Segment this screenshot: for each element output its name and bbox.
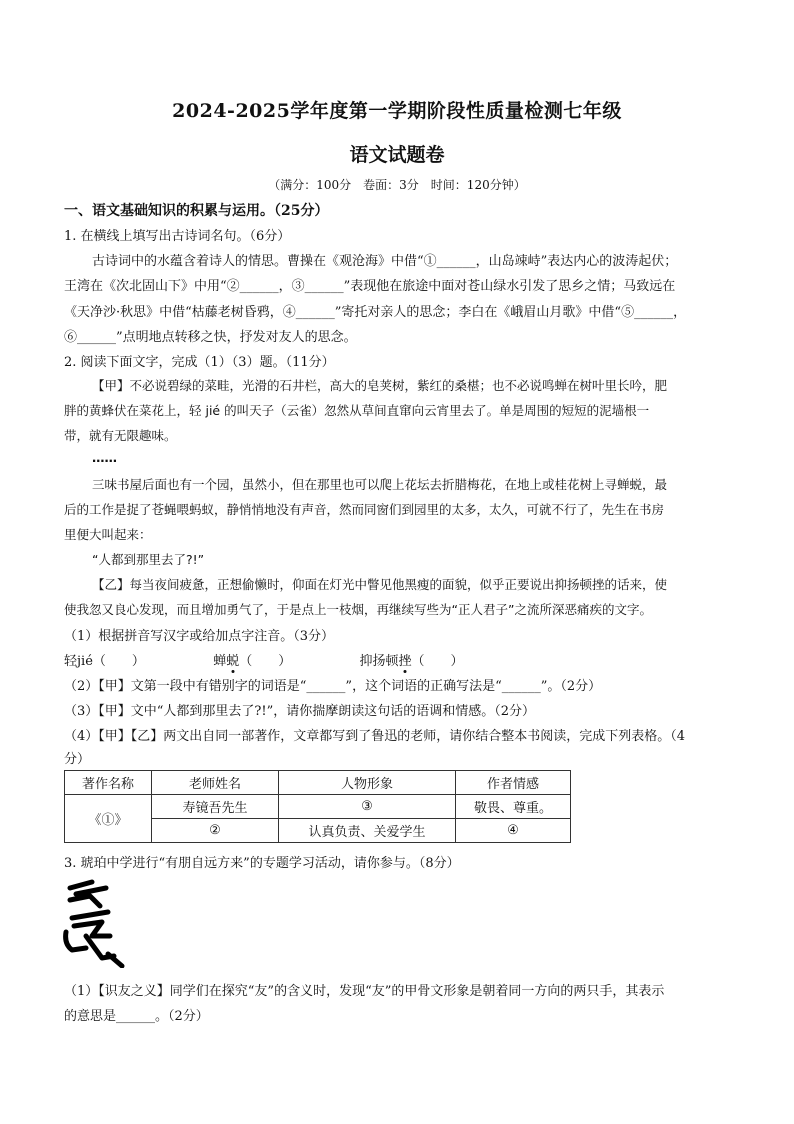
table-header-row xyxy=(65,771,571,795)
passage-quote: “人都到那里去了?!” xyxy=(92,552,205,567)
table-header-cell: 作者情感 xyxy=(456,771,571,795)
table-cell: 认真负责、关爱学生 xyxy=(279,819,456,843)
q1-line: 王湾在《次北固山下》中用“②______，③______”表现他在旅途中面对苍山绿水引发了思乡之情；马致远在 xyxy=(64,279,676,294)
dotted-char: 挫 xyxy=(399,650,412,669)
passage-jia-line: 带，就有无限趣味。 xyxy=(64,428,177,443)
q2-sub4: （4）【甲】【乙】两文出自同一部著作，文章都写到了鲁迅的老师，请你结合整本书阅读，完成下列表格。（4 xyxy=(64,729,686,744)
q3-sub1: （1）【识友之义】同学们在探究“友”的含义时，发现“友”的甲骨文形象是朝着同一方向的两只手，其表示 xyxy=(64,984,665,999)
table-header-cell: 人物形象 xyxy=(279,771,456,795)
table-cell[interactable]: ③ xyxy=(279,795,456,819)
answer-blank[interactable]: （ ） xyxy=(92,654,145,669)
q1-line: ⑥______”点明地点转移之快，抒发对友人的思念。 xyxy=(64,330,357,345)
passage-yi-line: 【乙】每当夜间疲惫，正想偷懒时，仰面在灯光中瞥见他黑瘦的面貌，似乎正要说出抑扬顿挫的话来，使 xyxy=(92,577,668,592)
oracle-bone-you-glyph-icon xyxy=(62,878,132,968)
q3-sub1-cont: 的意思是______。（2分） xyxy=(64,1009,209,1024)
q1-line: 《天净沙·秋思》中借“枯藤老树昏鸦，④______”寄托对亲人的思念；李白在《峨眉山月歌》中借“⑤______， xyxy=(64,305,687,320)
answer-blank[interactable]: （ ） xyxy=(239,654,292,669)
passage-ellipsis: …… xyxy=(92,450,117,465)
q2-sub3: （3）【甲】文中“人都到那里去了?!”，请你揣摩朗读这句话的语调和情感。（2分） xyxy=(64,704,536,719)
pinyin-item: 轻jié xyxy=(64,654,93,669)
char-item: 蝉 xyxy=(213,654,227,669)
exam-meta: （满分：100分 卷面：3分 时间：120分钟） xyxy=(268,178,526,192)
answer-blank[interactable]: （ ） xyxy=(411,654,464,669)
exam-subtitle: 语文试题卷 xyxy=(349,144,445,166)
table-cell[interactable]: ④ xyxy=(456,819,571,843)
table-cell: 敬畏、尊重。 xyxy=(456,795,571,819)
q2-sub4-cont: 分） xyxy=(64,752,91,767)
section-heading: 一、语文基础知识的积累与运用。（25分） xyxy=(64,203,329,219)
dotted-char: 蜕 xyxy=(226,650,239,669)
char-item: 抑扬顿 xyxy=(359,654,399,669)
q2-stem: 2. 阅读下面文字，完成（1）（3）题。（11分） xyxy=(64,355,335,370)
passage-jia-line: 胖的黄蜂伏在菜花上，轻 jié 的叫天子（云雀）忽然从草间直窜向云宵里去了。单是周围的短短的泥墙根一 xyxy=(64,403,650,418)
table-cell-book[interactable]: 《①》 xyxy=(65,795,152,843)
q3-stem: 3. 琥珀中学进行“有朋自远方来”的专题学习活动，请你参与。（8分） xyxy=(64,856,460,871)
table-header-cell: 老师姓名 xyxy=(152,771,279,795)
q1-stem: 1. 在横线上填写出古诗词名句。（6分） xyxy=(64,229,291,244)
table-row xyxy=(65,795,571,819)
q2-sub2: （2）【甲】文第一段中有错别字的词语是“______”，这个词语的正确写法是“______”。（2分） xyxy=(64,679,602,694)
table-cell[interactable]: ② xyxy=(152,819,279,843)
passage-jia-line: 【甲】不必说碧绿的菜畦，光滑的石井栏，高大的皂荚树，紫红的桑椹；也不必说鸣蝉在树叶里长吟，肥 xyxy=(92,378,668,393)
q2-sub1-items xyxy=(64,650,464,669)
q2-sub1: （1）根据拼音写汉字或给加点字注音。（3分） xyxy=(64,629,335,644)
answer-table xyxy=(64,770,571,843)
passage-jia2-line: 里便大叫起来： xyxy=(64,527,152,542)
q1-line: 古诗词中的水蕴含着诗人的情思。曹操在《观沧海》中借“①______，山岛竦峙”表达内心的波涛起伏； xyxy=(92,254,678,269)
passage-jia2-line: 三味书屋后面也有一个园，虽然小，但在那里也可以爬上花坛去折腊梅花，在地上或桂花树上寻蝉蜕，最 xyxy=(92,477,668,492)
passage-yi-line: 使我忽又良心发现，而且增加勇气了，于是点上一枝烟，再继续写些为“正人君子”之流所深恶痛疾的文字。 xyxy=(64,602,652,617)
table-header-cell: 著作名称 xyxy=(65,771,152,795)
passage-jia2-line: 后的工作是捉了苍蝇喂蚂蚁，静悄悄地没有声音，然而同窗们到园里的太多，太久，可就不行了，先生在书房 xyxy=(64,502,665,517)
exam-title: 2024-2025学年度第一学期阶段性质量检测七年级 xyxy=(172,100,622,122)
table-cell: 寿镜吾先生 xyxy=(152,795,279,819)
